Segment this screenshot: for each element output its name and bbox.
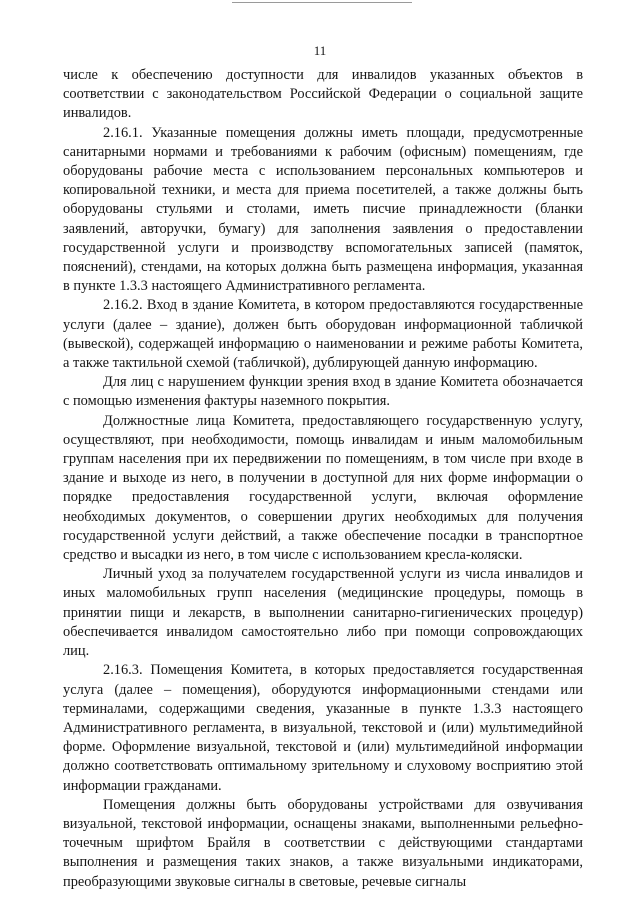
paragraph-vision-impairment: Для лиц с нарушением функции зрения вход в здание Комитета обозначается с помощью изменения фактуры наземного покрытия. xyxy=(63,374,583,410)
paragraph-officials-assistance: Должностные лица Комитета, предоставляющего государственную услугу, осуществляют, при необходимости, помощь инвалидам и иным маломобильным группам населения при их передвижении по помещениям, в том числе при входе в здание и выходе из него, в получении в доступной для них форме информации о порядке предоставления государственной услуги, включая оформление необходимых документов, о совершении других необходимых для получения государственной услуги действий, а также обеспечение посадки в транспортное средство и высадки из него, в том числе с использованием кресла-коляски. xyxy=(63,412,583,564)
paragraph-premises-equipment: Помещения должны быть оборудованы устройствами для озвучивания визуальной, текстовой информации, оснащены знаками, выполненными рельефно-точечным шрифтом Брайля в соответствии с действующими стандартами выполнения и размещения таких знаков, а также визуальными индикаторами, преобразующими звуковые сигналы в световые, речевые сигналы xyxy=(63,796,583,890)
page-number: 11 xyxy=(313,43,327,58)
document-body xyxy=(63,66,583,892)
paragraph-2-16-3: 2.16.3. Помещения Комитета, в которых предоставляется государственная услуга (далее – помещения), оборудуются информационными стендами или терминалами, содержащими сведения, указанные в пункте 1.3.3 настоящего Административного регламента, в визуальной, текстовой и (или) мультимедийной форме. Оформление визуальной, текстовой и (или) мультимедийной информации должно соответствовать оптимальному зрительному и слуховому восприятию этой информации гражданами. xyxy=(63,662,583,794)
paragraph-continuation: числе к обеспечению доступности для инвалидов указанных объектов в соответствии с законодательством Российской Федерации о социальной защите инвалидов. xyxy=(63,67,583,122)
paragraph-2-16-1: 2.16.1. Указанные помещения должны иметь площади, предусмотренные санитарными нормами и требованиями к рабочим (офисным) помещениям, где оборудованы рабочие места с использованием персональных компьютеров и копировальной техники, и места для приема посетителей, а также должны быть оборудованы стульями и столами, иметь писчие принадлежности (бланки заявлений, авторучки, бумагу) для заполнения заявления о предоставлении государственной услуги и производству вспомогательных записей (памяток, пояснений), стендами, на которых должна быть размещена информация, указанная в пункте 1.3.3 настоящего Административного регламента. xyxy=(63,124,583,295)
paragraph-2-16-2: 2.16.2. Вход в здание Комитета, в котором предоставляются государственные услуги (далее – здание), должен быть оборудован информационной табличкой (вывеской), содержащей информацию о наименовании и режиме работы Комитета, а также тактильной схемой (табличкой), дублирующей данную информацию. xyxy=(63,297,583,372)
top-rule xyxy=(232,2,412,3)
paragraph-personal-care: Личный уход за получателем государственной услуги из числа инвалидов и иных маломобильных групп населения (медицинские процедуры, помощь в принятии пищи и лекарств, в выполнении санитарно-гигиенических процедур) обеспечивается инвалидом самостоятельно либо при помощи сопровождающих лиц. xyxy=(63,566,583,660)
